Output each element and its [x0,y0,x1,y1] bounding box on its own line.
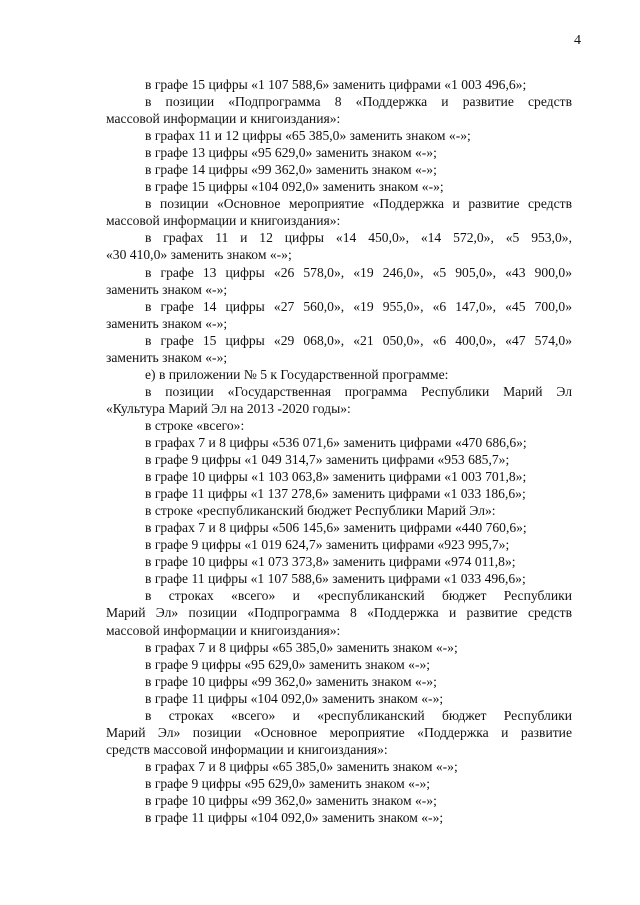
text-line: в графе 14 цифры «99 362,0» заменить знаком «-»; [145,162,437,178]
text-line: «Культура Марий Эл на 2013 -2020 годы»: [106,400,351,416]
text-line: в графах 11 и 12 цифры «14 450,0», «14 572,0», «5 953,0», [145,230,572,246]
text-line: «30 410,0» заменить знаком «-»; [106,247,292,263]
text-line: в позиции «Государственная программа Республики Марий Эл [145,383,572,399]
text-line: в графе 11 цифры «1 137 278,6» заменить цифрами «1 033 186,6»; [145,486,526,502]
text-line: массовой информации и книгоиздания»: [106,622,341,638]
text-line: в строках «всего» и «республиканский бюджет Республики [145,588,572,604]
text-line: в позиции «Подпрограмма 8 «Поддержка и развитие средств [145,94,572,110]
text-line: в графе 9 цифры «95 629,0» заменить знаком «-»; [145,775,431,791]
text-line: в строке «республиканский бюджет Республики Марий Эл»: [145,503,496,519]
text-line: в графе 10 цифры «1 103 063,8» заменить цифрами «1 003 701,8»; [145,469,527,485]
text-line: заменить знаком «-»; [106,281,228,297]
text-line: в графе 13 цифры «95 629,0» заменить знаком «-»; [145,145,437,161]
text-line: в графах 11 и 12 цифры «65 385,0» заменить знаком «-»; [145,128,471,144]
text-line: заменить знаком «-»; [106,315,228,331]
text-line: е) в приложении № 5 к Государственной программе: [145,366,449,382]
text-line: заменить знаком «-»; [106,349,228,365]
text-line: в графе 15 цифры «1 107 588,6» заменить цифрами «1 003 496,6»; [145,77,527,92]
text-line: в графе 10 цифры «99 362,0» заменить знаком «-»; [145,792,437,808]
text-line: в графе 15 цифры «29 068,0», «21 050,0», «6 400,0», «47 574,0» [145,332,572,348]
text-line: в графах 7 и 8 цифры «536 071,6» заменить цифрами «470 686,6»; [145,434,527,450]
text-line: в графах 7 и 8 цифры «65 385,0» заменить знаком «-»; [145,639,458,655]
text-line: массовой информации и книгоиздания»: [106,213,341,229]
text-line: Марий Эл» позиции «Основное мероприятие «Поддержка и развитие [106,724,572,740]
page-number: 4 [574,33,581,48]
text-line: средств массовой информации и книгоиздания»: [106,741,388,757]
text-line: в графе 13 цифры «26 578,0», «19 246,0», «5 905,0», «43 900,0» [145,264,572,280]
text-line: в графе 10 цифры «1 073 373,8» заменить цифрами «974 011,8»; [145,554,516,570]
text-line: в графе 11 цифры «104 092,0» заменить знаком «-»; [145,810,444,826]
text-line: в графах 7 и 8 цифры «506 145,6» заменить цифрами «440 760,6»; [145,520,527,536]
text-line: в строке «всего»: [145,417,245,433]
document-body [106,76,572,826]
text-line: в графе 11 цифры «1 107 588,6» заменить цифрами «1 033 496,6»; [145,571,526,587]
text-line: в позиции «Основное мероприятие «Поддержка и развитие средств [145,196,572,212]
text-line: массовой информации и книгоиздания»: [106,111,341,127]
text-line: в графах 7 и 8 цифры «65 385,0» заменить знаком «-»; [145,758,458,774]
text-line: в графе 9 цифры «95 629,0» заменить знаком «-»; [145,656,431,672]
text-line: в графе 9 цифры «1 019 624,7» заменить цифрами «923 995,7»; [145,537,510,553]
text-line: в строках «всего» и «республиканский бюджет Республики [145,707,572,723]
text-line: Марий Эл» позиции «Подпрограмма 8 «Поддержка и развитие средств [106,605,572,621]
text-line: в графе 14 цифры «27 560,0», «19 955,0», «6 147,0», «45 700,0» [145,298,572,314]
text-line: в графе 11 цифры «104 092,0» заменить знаком «-»; [145,690,444,706]
text-line: в графе 9 цифры «1 049 314,7» заменить цифрами «953 685,7»; [145,452,510,468]
text-line: в графе 15 цифры «104 092,0» заменить знаком «-»; [145,179,444,195]
text-line: в графе 10 цифры «99 362,0» заменить знаком «-»; [145,673,437,689]
